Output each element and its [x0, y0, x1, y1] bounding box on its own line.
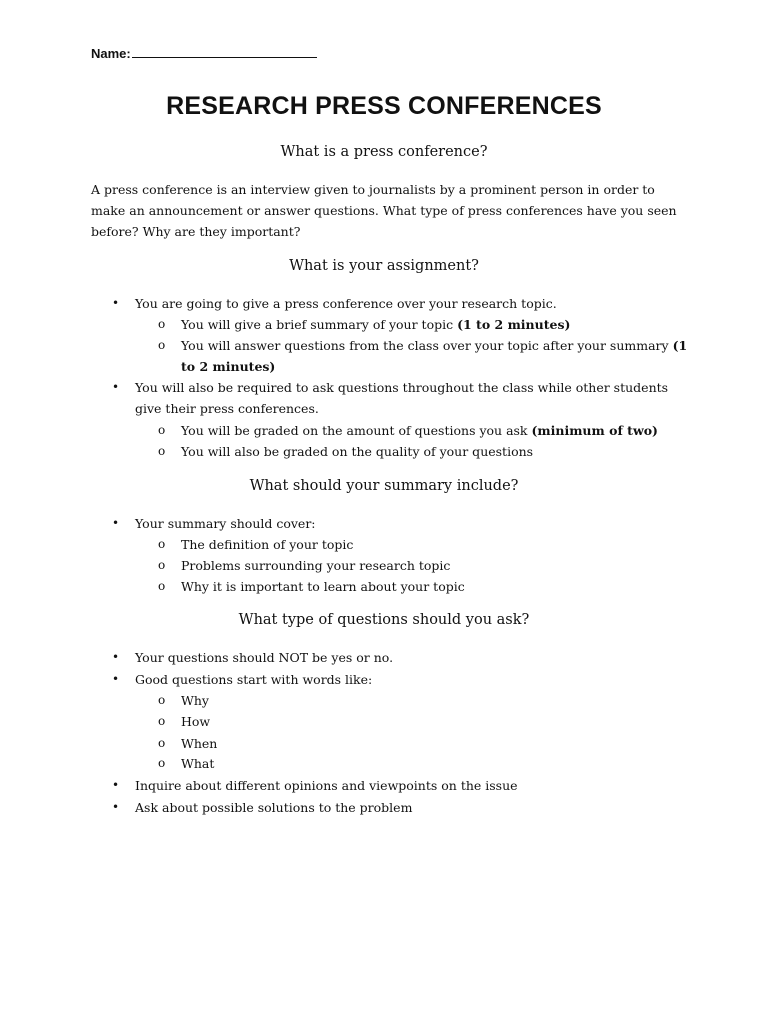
list-item-text: You are going to give a press conference over your research topic.	[135, 296, 557, 311]
intro-paragraph: A press conference is an interview given to journalists by a prominent person in order to make an announcement or answer questions. What type of press conferences have you seen before? Why are they important?	[91, 182, 677, 239]
sub-bullet-marker: o	[158, 537, 166, 551]
emphasis: (1 to 2 minutes)	[181, 338, 688, 374]
list-item-text: Your questions should NOT be yes or no.	[135, 650, 394, 665]
name-field	[91, 46, 317, 61]
bullet-marker: •	[112, 800, 120, 814]
bullet-marker: •	[112, 516, 120, 530]
sub-bullet-marker: o	[158, 423, 166, 437]
sub-list-item-text: What	[181, 756, 215, 771]
list-item	[91, 797, 691, 818]
sub-bullet-marker: o	[158, 317, 166, 331]
bullet-marker: •	[112, 296, 120, 310]
sub-list-item	[91, 534, 691, 555]
list-item-text: Your summary should cover:	[135, 516, 316, 531]
sub-bullet-marker: o	[158, 444, 166, 458]
list-item	[91, 775, 691, 796]
list-item-text: Good questions start with words like:	[135, 672, 373, 687]
heading-summary: What should your summary include?	[249, 478, 519, 494]
list-item	[91, 377, 691, 419]
sub-list-item	[91, 335, 691, 377]
name-label: Name:	[91, 46, 131, 61]
emphasis: (minimum of two)	[531, 423, 658, 438]
sub-list-item-text: Why it is important to learn about your topic	[181, 579, 465, 594]
sub-list-item	[91, 576, 691, 597]
heading-assignment: What is your assignment?	[289, 258, 479, 274]
heading-what-is-press-conference: What is a press conference?	[280, 144, 488, 160]
sub-list-item	[91, 420, 691, 441]
sub-list-item-text: You will give a brief summary of your topic (1 to 2 minutes)	[181, 317, 571, 332]
sub-list-item-text: How	[181, 714, 211, 729]
sub-list-item	[91, 711, 691, 732]
sub-bullet-marker: o	[158, 579, 166, 593]
list-item-text: Ask about possible solutions to the problem	[135, 800, 413, 815]
page-title: RESEARCH PRESS CONFERENCES	[166, 92, 602, 120]
list-item	[91, 647, 691, 668]
heading-questions: What type of questions should you ask?	[238, 612, 530, 628]
sub-list-item	[91, 555, 691, 576]
sub-bullet-marker: o	[158, 693, 166, 707]
sub-bullet-marker: o	[158, 558, 166, 572]
bullet-marker: •	[112, 650, 120, 664]
sub-list-item-text: You will be graded on the amount of questions you ask (minimum of two)	[181, 423, 658, 438]
sub-list-item-text: The definition of your topic	[181, 537, 354, 552]
emphasis: (1 to 2 minutes)	[457, 317, 571, 332]
sub-bullet-marker: o	[158, 714, 166, 728]
sub-list-item-text: You will also be graded on the quality of your questions	[181, 444, 534, 459]
list-item	[91, 513, 691, 534]
sub-list-item-text: Problems surrounding your research topic	[181, 558, 451, 573]
sub-list-item	[91, 753, 691, 774]
bullet-marker: •	[112, 380, 120, 394]
name-blank-line	[132, 57, 317, 58]
sub-bullet-marker: o	[158, 736, 166, 750]
sub-list-item	[91, 314, 691, 335]
sub-list-item	[91, 733, 691, 754]
list-item	[91, 293, 691, 314]
sub-bullet-marker: o	[158, 338, 166, 352]
list-item-text: You will also be required to ask questions throughout the class while other students give their press conferences.	[135, 380, 669, 416]
sub-list-item-text: When	[181, 736, 218, 751]
sub-list-item	[91, 690, 691, 711]
sub-bullet-marker: o	[158, 756, 166, 770]
sub-list-item-text: You will answer questions from the class over your topic after your summary (1 to 2 minutes)	[181, 338, 688, 374]
sub-list-item-text: Why	[181, 693, 209, 708]
sub-list-item	[91, 441, 691, 462]
list-item	[91, 669, 691, 690]
bullet-marker: •	[112, 672, 120, 686]
bullet-marker: •	[112, 778, 120, 792]
list-item-text: Inquire about different opinions and viewpoints on the issue	[135, 778, 518, 793]
